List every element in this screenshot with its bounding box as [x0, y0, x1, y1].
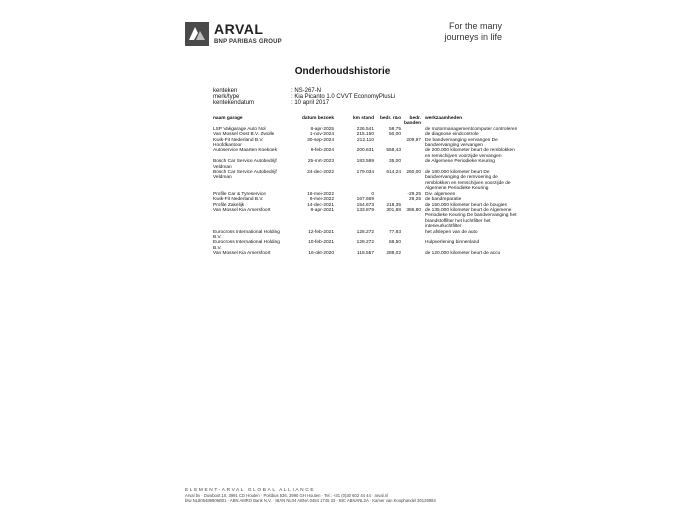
cell-datum: 30-sep-2024	[307, 137, 334, 143]
vehicle-label: kentekendatum	[213, 100, 255, 106]
cell-km: 179.034	[356, 170, 374, 176]
cell-km: 118.557	[357, 251, 374, 257]
cell-garage: Bosch Car Service Autobedrijf Veldman	[213, 170, 277, 181]
cell-datum: 8-apr-2025	[310, 126, 334, 132]
cell-datum: 16-okt-2020	[308, 251, 334, 257]
cell-rb: 301,88	[386, 207, 401, 213]
brand-subtitle: BNP PARIBAS GROUP	[214, 39, 282, 45]
brand	[214, 22, 282, 45]
table-row	[213, 159, 520, 170]
cell-datum: 10-feb-2021	[308, 240, 334, 246]
table-header	[213, 116, 520, 127]
footer-line1: Arval bv · Duwboot 10, 3991 CD Houten · Postbus 536, 3990 GH Houten · Tel.: +31 (0)30 602 44 44 · arval.nl	[185, 493, 389, 499]
vehicle-row-kentekendatum	[213, 100, 395, 106]
cell-km: 200.631	[356, 148, 374, 154]
cell-datum: 9-feb-2024	[310, 148, 334, 154]
cell-work: de motormanagementcomputer controleren	[425, 126, 518, 132]
cell-km: 167.669	[356, 197, 374, 203]
table-row	[213, 148, 520, 159]
cell-garage: Van Mossel Oost B.V. Zwolle	[213, 132, 275, 138]
cell-km: 133.879	[356, 207, 374, 213]
cell-garage: Kwik-Fit Nederland B.V. Hoofdkantoor	[213, 137, 264, 149]
cell-banden	[401, 240, 421, 251]
vehicle-value: : Kia Picanto 1.0 CVVT EconomyPlusLi	[291, 94, 396, 100]
cell-km: 154.673	[356, 202, 374, 208]
cell-banden	[401, 230, 421, 241]
cell-banden	[401, 251, 421, 256]
cell-datum: 1-nov-2024	[309, 132, 334, 138]
cell-garage: Van Mossel Kia Amersfoort	[213, 251, 271, 257]
header-rb: bedr. r&o	[379, 116, 401, 121]
cell-garage: Profile Zakelijk	[213, 202, 245, 208]
cell-banden: 386,80	[406, 207, 421, 213]
cell-datum: 24-dec-2022	[307, 170, 334, 176]
cell-garage: LSP Vakgarage Auto Nol	[213, 126, 266, 132]
table-row	[213, 208, 520, 230]
vehicle-label: kenteken	[213, 88, 238, 94]
cell-rb: 58,75	[388, 126, 401, 132]
cell-rb: 218,35	[386, 202, 401, 208]
table-row	[213, 230, 520, 241]
cell-datum: 8-apr-2021	[310, 207, 334, 213]
cell-work: de 200.000 kilometer beurt de remblokken en remschijven voorzijde vervangen	[425, 148, 515, 159]
header-garage: naam garage	[213, 116, 243, 121]
cell-datum: 9-mei-2022	[309, 197, 334, 203]
cell-work: het afslepen van de auto	[425, 229, 478, 235]
cell-work: De bandvervanging vervangen De bandvervanging vervangen	[425, 137, 498, 149]
cell-km: 128.272	[356, 229, 374, 235]
cell-datum: 16-mei-2022	[307, 191, 334, 197]
page-title: Onderhoudshistorie	[294, 66, 391, 77]
cell-datum: 12-feb-2021	[308, 229, 334, 235]
cell-km: 215.150	[356, 132, 374, 138]
footer-alliance: ELEMENT-ARVAL GLOBAL ALLIANCE	[185, 488, 316, 493]
cell-rb: 68,50	[388, 240, 401, 246]
arval-logo-icon	[185, 22, 209, 46]
tagline-line1: For the many	[448, 21, 502, 31]
cell-datum: 14-dec-2021	[307, 202, 334, 208]
cell-garage: Eurocross International Holding B.V.	[213, 240, 280, 251]
cell-garage: Profile Car & Tyreservice	[213, 191, 266, 197]
footer-line2: btw NL805489806B01 · ABN AMRO Bank N.V. · IBAN NL04 ABNA 0484 1745 33 · BIC ABNANL2A · Kamer van Koophandel 30126984	[185, 498, 436, 504]
header-datum: datum bezoek	[302, 116, 334, 121]
header-km: km stand	[352, 116, 374, 121]
tagline-line2: journeys in life	[444, 32, 502, 42]
cell-work: de Algemene Periodieke Keuring	[425, 159, 495, 165]
header-work: werkzaamheden	[425, 116, 463, 121]
cell-km: 0	[371, 191, 374, 197]
cell-work: de 120.000 kilometer beurt de accu	[425, 251, 501, 257]
cell-banden	[401, 159, 421, 170]
cell-banden: 29,25	[408, 197, 421, 203]
cell-work: Hulpverlening binnenland	[425, 240, 480, 246]
cell-rb: 35,00	[388, 159, 401, 165]
cell-rb: 50,00	[388, 132, 401, 138]
cell-garage: Autoservice Maarten Koekoek	[213, 148, 277, 154]
cell-rb	[374, 138, 401, 149]
cell-work: de bandreparatie	[425, 197, 462, 203]
table-row	[213, 240, 520, 251]
cell-garage: Eurocross International Holding B.V.	[213, 229, 280, 240]
cell-km: 212.110	[357, 137, 374, 143]
cell-work: de 135.000 kilometer beurt de Algemene Periodieke Keuring De bandvervanging het brandstoffilter het luchtfilter het interieurluchtfilter	[425, 207, 517, 230]
cell-garage: Kwik-Fit Nederland B.V.	[213, 197, 264, 203]
cell-km: 183.589	[356, 159, 374, 165]
vehicle-label: merk/type	[213, 94, 240, 100]
table-row	[213, 170, 520, 192]
header-banden: bedr. banden	[403, 116, 421, 127]
table-row	[213, 251, 520, 256]
cell-rb: 614,24	[386, 170, 401, 176]
cell-rb: 558,43	[386, 148, 401, 154]
cell-banden: 260,00	[406, 170, 421, 176]
cell-datum: 25-mrt-2023	[307, 159, 334, 165]
cell-banden	[401, 148, 421, 159]
vehicle-info	[213, 88, 395, 106]
vehicle-value: : 10 april 2017	[291, 100, 330, 106]
cell-banden: 209,97	[406, 137, 421, 143]
cell-work: Div. algemeen	[425, 191, 456, 197]
tagline	[422, 21, 502, 43]
cell-banden: -29,25	[407, 191, 421, 197]
cell-rb: 77,83	[388, 229, 401, 235]
cell-work: de 150.000 kilometer beurt de bougies	[425, 202, 507, 208]
cell-garage: Van Mossel Kia Amersfoort	[213, 207, 271, 213]
cell-km: 128.272	[356, 240, 374, 246]
cell-garage: Bosch Car Service Autobedrijf Veldman	[213, 159, 277, 170]
brand-name: ARVAL	[214, 21, 264, 37]
cell-rb: 288,02	[386, 251, 401, 257]
cell-work: de 180.000 kilometer beurt De bandvervanging de remvoering de remblokken en remschijven voorzijde de Algemene Periodieke Keuring	[425, 170, 511, 192]
maintenance-table	[213, 116, 520, 257]
cell-km: 226.541	[356, 126, 374, 132]
table-row	[213, 138, 520, 149]
cell-work: de diagnose eindcontrole	[425, 132, 479, 138]
vehicle-value: : NS-267-N	[291, 88, 322, 94]
footer	[185, 488, 436, 504]
